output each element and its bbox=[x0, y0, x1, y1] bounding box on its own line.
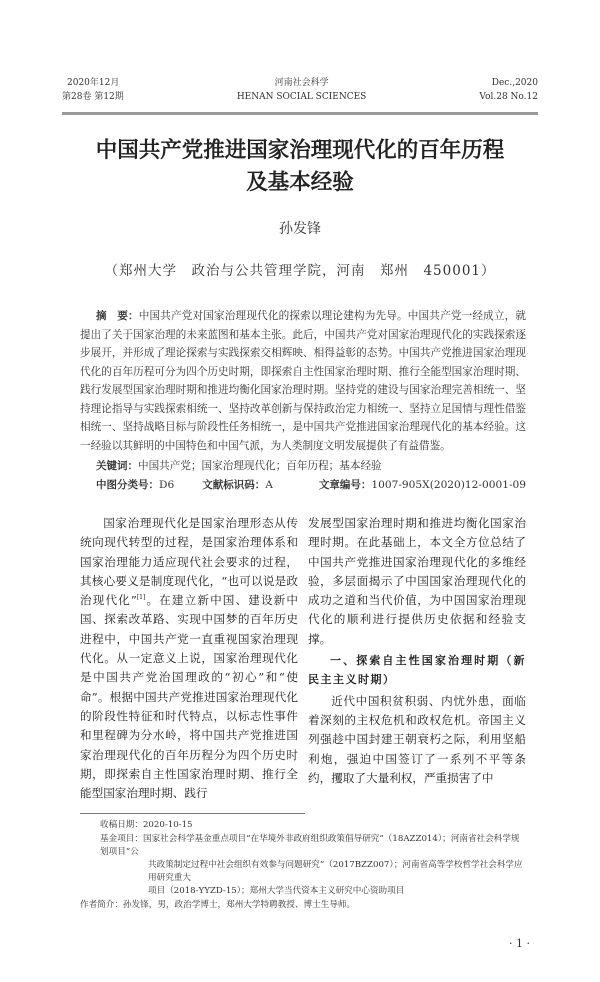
title-line-1: 中国共产党推进国家治理现代化的百年历程 bbox=[95, 138, 505, 163]
keywords-label: 关键词： bbox=[96, 460, 138, 472]
journal-name bbox=[237, 76, 367, 104]
doc-code-value: A bbox=[265, 478, 273, 491]
clc-value: D6 bbox=[159, 478, 175, 491]
keywords bbox=[96, 457, 526, 476]
abstract-label: 摘 要： bbox=[96, 310, 139, 322]
clc-number bbox=[96, 476, 174, 495]
received-date: 收稿日期：2020-10-15 bbox=[100, 820, 193, 831]
volume-issue-cn: 第28卷 第12期 bbox=[62, 92, 124, 102]
classification-line bbox=[96, 476, 526, 495]
issue-date-cn: 2020年12月 bbox=[67, 78, 120, 88]
abstract-text: 中国共产党对国家治理现代化的探索以理论建构为先导。中国共产党一经成立，就提出了关于国家治理的未来蓝图和基本主张。此后，中国共产党对国家治理现代化的实践探索逐步展开，并形成了理论探索与实践探索交相辉映、相得益彰的态势。中国共产党推进国家治理现代化的百年历程可分为四个历史时期，即探索自主性国家治理时期、推行全能型国家治理时期、践行发展型国家治理时期和推进均衡化国家治理时期。坚持党的建设与国家治理完善相统一、坚持理论指导与实践探索相统一、坚持改革创新与保持政治定力相统一、坚持立足国情与理性借鉴相统一、坚持战略目标与阶段性任务相统一，是中国共产党推进国家治理现代化的基本经验。这一经验以其鲜明的中国特色和中国气派，为人类制度文明发展提供了有益借鉴。 bbox=[80, 310, 527, 452]
body-columns bbox=[80, 514, 526, 803]
body-paragraph: 发展型国家治理时期和推进均衡化国家治理时期。在此基础上，本文全方位总结了中国共产党推进国家治理现代化的多维经验，多层面揭示了中国国家治理现代化的成功之道和当代价值，为中国国家治理现代化的顺利进行提供历史依据和经验支撑。 bbox=[308, 516, 526, 646]
paper-title bbox=[62, 135, 538, 199]
page-number: · 1 · bbox=[509, 936, 530, 950]
journal-name-en: HENAN SOCIAL SCIENCES bbox=[236, 92, 367, 102]
journal-date-volume-en bbox=[479, 76, 538, 104]
document-code bbox=[202, 476, 273, 495]
affiliation: （郑州大学 政治与公共管理学院，河南 郑州 450001） bbox=[104, 263, 496, 279]
footnote-rule bbox=[80, 813, 305, 814]
volume-issue-en: Vol.28 No.12 bbox=[479, 92, 538, 102]
title-line-2: 及基本经验 bbox=[246, 170, 354, 195]
body-left-column bbox=[80, 514, 298, 803]
journal-name-cn: 河南社会科学 bbox=[274, 78, 329, 88]
fund-info-cont: 项目（2018-YYZD-15）；郑州大学当代资本主义研究中心资助项目 bbox=[148, 886, 405, 897]
doc-code-label: 文献标识码： bbox=[202, 478, 266, 491]
citation-ref: [1] bbox=[136, 594, 146, 602]
header-rule bbox=[62, 112, 538, 115]
clc-label: 中图分类号： bbox=[96, 478, 159, 491]
issue-date-en: Dec.,2020 bbox=[491, 78, 538, 88]
paragraph-text: 国家治理现代化是国家治理形态从传统向现代转型的过程，是国家治理体系和国家治理能力适应现代社会要求的过程，其核心要义是制度现代化，“也可以说是政治现代化” bbox=[80, 516, 298, 608]
body-right-column bbox=[308, 514, 526, 788]
section-heading: 一、探索自主性国家治理时期（新民主主义时期） bbox=[308, 654, 526, 687]
article-number-label: 文章编号： bbox=[318, 478, 372, 491]
journal-date-volume bbox=[62, 76, 124, 104]
running-header bbox=[62, 76, 538, 104]
abstract bbox=[80, 307, 526, 455]
body-paragraph: 近代中国积贫积弱、内忧外患，面临着深刻的主权危机和政权危机。帝国主义列强趁中国封建王朝衰朽之际，利用坚船利炮，强迫中国签订了一系列不平等条约，攫取了大量利权，严重损害了中 bbox=[308, 693, 526, 785]
article-number-value: 1007-905X(2020)12-0001-09 bbox=[371, 478, 526, 491]
fund-info-cont: 共政策制定过程中社会组织有效参与问题研究”（2017BZZ007）；河南省高等学校哲学社会科学应用研究重大 bbox=[148, 860, 523, 884]
author: 孙发锋 bbox=[279, 221, 321, 237]
keywords-text: 中国共产党；国家治理现代化；百年历程；基本经验 bbox=[138, 460, 382, 472]
article-number bbox=[319, 476, 526, 495]
fund-info: 基金项目：国家社会科学基金重点项目“在华境外非政府组织政策倡导研究”（18AZZ014）；河南省社会科学规划项目“公 bbox=[100, 833, 520, 857]
body-paragraph bbox=[80, 514, 298, 803]
footnotes bbox=[80, 819, 526, 911]
paragraph-text: 。在建立新中国、建设新中国、探索改革路、实现中国梦的百年历史进程中，中国共产党一直重视国家治理现代化。从一定意义上说，国家治理现代化是中国共产党治国理政的“初心”和“使命”。根据中国共产党推进国家治理现代化的阶段性特征和时代特点，以标志性事件和里程碑为分水岭，将中国共产党推进国家治理现代化的百年历程分为四个历史时期，即探索自主性国家治理时期、推行全能型国家治理时期、践行 bbox=[80, 593, 298, 801]
author-bio: 作者简介：孙发锋，男，政治学博士，郑州大学特聘教授、博士生导师。 bbox=[80, 899, 356, 910]
